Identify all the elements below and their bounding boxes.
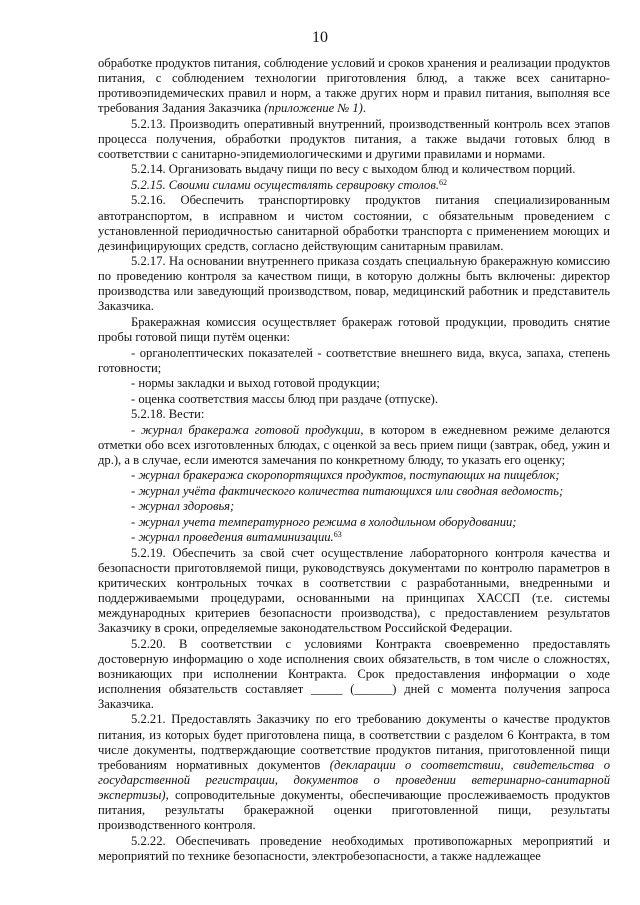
text-run: (декларации о соответствии, свидетельства о государственной регистрации, документов о проведении ветеринарно-санитарной экспертизы) — [98, 757, 610, 802]
text-run: - — [131, 468, 139, 483]
paragraph — [98, 392, 610, 407]
text-run: - — [131, 499, 139, 514]
text-run: журнал бракеража готовой продукции, — [141, 422, 364, 437]
text-run: 5.2.16. Обеспечить транспортировку продуктов питания специализированным автотранспортом, в исправном и чистом состоянии, с обязательным проведением с установленной периодичностью санитарной обработки транспорта с применением моющих и дезинфицирующих средств, согласно действующим санитарным правилам. — [98, 193, 610, 253]
text-run: 5.2.15. Своими силами осуществлять сервировку столов. — [131, 177, 439, 192]
paragraph — [98, 315, 610, 345]
text-run: (приложение № 1) — [264, 101, 363, 116]
paragraph — [98, 546, 610, 637]
text-run: журнал бракеража скоропортящихся продуктов, поступающих на пищеблок; — [138, 468, 560, 483]
text-run: журнал здоровья; — [138, 499, 235, 514]
text-run: 5.2.17. На основании внутреннего приказа создать специальную бракеражную комиссию по проведению контроля за качеством пищи, в которую должны быть включены: директор производства или заведующий производством, повар, медицинский работник и представитель Заказчика. — [98, 254, 610, 314]
paragraph — [98, 637, 610, 712]
text-run: - — [131, 422, 142, 437]
paragraph — [98, 484, 610, 499]
paragraph — [98, 468, 610, 483]
text-run: - — [131, 514, 139, 529]
text-run: 5.2.18. Вести: — [131, 407, 205, 422]
text-run: 5.2.13. Производить оперативный внутренний, производственный контроль всех этапов процесса получения, обработки продуктов питания, а также выдачи готовых блюд в соответствии с санитарно-эпидемиологическими и другими правилами и нормами. — [98, 116, 610, 161]
page-number: 10 — [312, 29, 328, 46]
text-run: - оценка соответствия массы блюд при раздаче (отпуске). — [131, 391, 439, 406]
footnote-ref: 62 — [438, 177, 447, 187]
text-run: - — [131, 483, 139, 498]
paragraph — [98, 193, 610, 253]
paragraph — [98, 56, 610, 116]
paragraph — [98, 407, 610, 422]
paragraph — [98, 376, 610, 391]
text-run: 5.2.14. Организовать выдачу пищи по весу с выходом блюд и количеством порций. — [131, 162, 576, 177]
text-run: 5.2.20. В соответствии с условиями Контракта своевременно предоставлять достоверную информацию о ходе исполнения своих обязательств, в том числе о сложностях, возникающих при исполнении Контракта. Срок предоставления информации о ходе исполнения обязательств составляет _____ (______) дней с момента получения запроса Заказчика. — [98, 636, 610, 711]
text-run: 5.2.22. Обеспечивать проведение необходимых противопожарных мероприятий и мероприятий по технике безопасности, электробезопасности, а также надлежащее — [98, 833, 610, 863]
text-run: , сопроводительные документы, обеспечивающие прослеживаемость продуктов питания, результаты бракеражной оценки приготовленной пищи, результаты производственного контроля. — [98, 787, 610, 833]
paragraph — [98, 423, 610, 468]
paragraph — [98, 515, 610, 530]
paragraph — [98, 254, 610, 314]
footnote-ref: 63 — [333, 530, 342, 540]
text-run: - — [131, 530, 139, 545]
paragraph — [98, 346, 610, 376]
text-run: в котором в ежедневном режиме делаются отметки обо всех изготовленных блюдах, с оценкой за весь прием пищи (завтрак, обед, ужин и др.), а в случае, если имеются замечания по конкретному блюду, то указать его оценку; — [98, 422, 610, 467]
paragraph — [98, 162, 610, 177]
paragraph — [98, 499, 610, 514]
paragraph — [98, 834, 610, 864]
paragraph — [98, 178, 610, 193]
text-run: . — [362, 101, 367, 116]
text-run: - органолептических показателей - соответствие внешнего вида, вкуса, запаха, степень готовности; — [98, 345, 610, 375]
text-run: журнал учёта фактического количества питающихся или сводная ведомость; — [138, 483, 564, 498]
paragraph — [98, 117, 610, 162]
document-body — [98, 56, 610, 864]
text-run: 5.2.19. Обеспечить за свой счет осуществление лабораторного контроля качества и безопасности приготовляемой пищи, руководствуясь документами по контролю параметров в критических контрольных точках в соответствии с разработанными, внедренными и поддерживаемыми процедурами, основанными на принципах ХАССП (т.е. системы международных критериев безопасности производства), с предоставлением результатов Заказчику в сроки, определяемые законодательством Российской Федерации. — [98, 545, 610, 636]
text-run: журнал учета температурного режима в холодильном оборудовании; — [138, 514, 517, 529]
paragraph — [98, 712, 610, 833]
text-run: - нормы закладки и выход готовой продукции; — [131, 376, 380, 391]
paragraph — [98, 530, 610, 545]
text-run: 5.2.21. Предоставлять Заказчику по его требованию документы о качестве продуктов питания, из которых будет приготовлена пища, в соответствии с разделом 6 Контракта, в том числе документы, подтверждающие соответствие продуктов питания, приготовленной пищи требованиям нормативных документов — [98, 712, 610, 772]
text-run: Бракеражная комиссия осуществляет бракераж готовой продукции, проводить снятие пробы готовой пищи путём оценки: — [98, 314, 610, 345]
text-run: журнал проведения витаминизации. — [138, 530, 334, 545]
text-run: обработке продуктов питания, соблюдение условий и сроков хранения и реализации продуктов питания, с соблюдением технологии приготовления блюд, а также всех санитарно-противоэпидемических правил и норм, а также других норм и правил питания, выполняя все требования Задания Заказчика — [98, 56, 610, 116]
